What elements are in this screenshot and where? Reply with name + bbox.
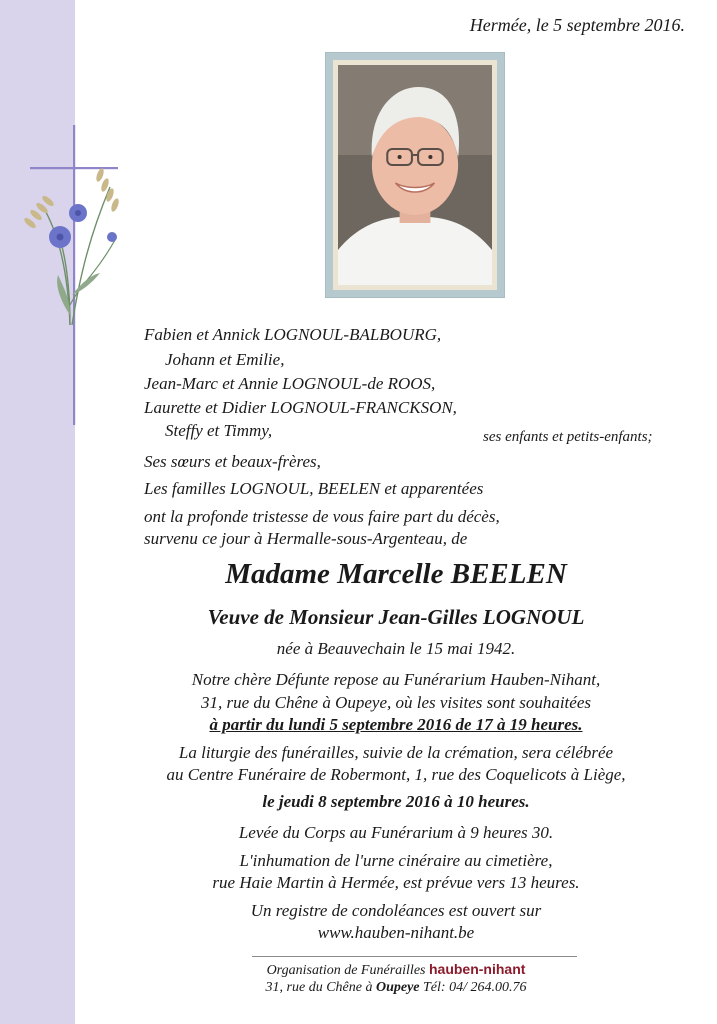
relatives-line: Ses sœurs et beaux-frères, bbox=[144, 452, 321, 471]
footer-phone: Tél: 04/ 264.00.76 bbox=[423, 980, 527, 995]
burial-line: L'inhumation de l'urne cinéraire au cimetière, bbox=[239, 851, 553, 870]
family-line: Johann et Emilie, bbox=[165, 350, 285, 369]
visitation-line: 31, rue du Chêne à Oupeye, où les visites sont souhaitées bbox=[201, 693, 591, 712]
widow-of: Veuve de Monsieur Jean-Gilles LOGNOUL bbox=[207, 605, 585, 629]
family-line: Jean-Marc et Annie LOGNOUL-de ROOS, bbox=[144, 374, 436, 393]
portrait-photo bbox=[338, 65, 492, 285]
cross-with-cornflowers-icon bbox=[20, 125, 130, 430]
visitation-line: Notre chère Défunte repose au Funérarium Hauben-Nihant, bbox=[191, 670, 601, 689]
footer-address bbox=[75, 980, 717, 996]
relatives-line: Les familles LOGNOUL, BEELEN et apparentées bbox=[144, 479, 484, 498]
family-line: Fabien et Annick LOGNOUL-BALBOURG, bbox=[144, 325, 442, 344]
date-line: Hermée, le 5 septembre 2016. bbox=[469, 15, 685, 35]
family-line: Laurette et Didier LOGNOUL-FRANCKSON, bbox=[144, 398, 457, 417]
liturgy-line: La liturgie des funérailles, suivie de la crémation, sera célébrée bbox=[178, 743, 614, 762]
visitation-time: à partir du lundi 5 septembre 2016 de 17 à 19 heures. bbox=[209, 715, 583, 734]
register-line: Un registre de condoléances est ouvert sur bbox=[250, 901, 542, 920]
birth-line: née à Beauvechain le 15 mai 1942. bbox=[276, 639, 516, 658]
footer-org-prefix: Organisation de Funérailles bbox=[266, 963, 426, 978]
liturgy-line: au Centre Funéraire de Robermont, 1, rue des Coquelicots à Liège, bbox=[166, 765, 626, 784]
footer-organisation bbox=[75, 961, 717, 979]
portrait-frame bbox=[325, 52, 505, 298]
burial-line: rue Haie Martin à Hermée, est prévue vers 13 heures. bbox=[212, 873, 580, 892]
footer-divider bbox=[252, 956, 577, 957]
levee-line: Levée du Corps au Funérarium à 9 heures 30. bbox=[238, 823, 554, 842]
brand-logo: hauben-nihant bbox=[428, 961, 526, 977]
relatives-line: ont la profonde tristesse de vous faire part du décès, bbox=[144, 507, 500, 526]
family-line: Steffy et Timmy, bbox=[165, 421, 273, 440]
footer-town: Oupeye bbox=[375, 980, 420, 995]
liturgy-time: le jeudi 8 septembre 2016 à 10 heures. bbox=[262, 792, 530, 811]
deceased-name: Madame Marcelle BEELEN bbox=[225, 558, 567, 590]
register-url[interactable]: www.hauben-nihant.be bbox=[317, 923, 475, 942]
footer-address-prefix: 31, rue du Chêne à bbox=[265, 980, 373, 995]
relatives-line: survenu ce jour à Hermalle-sous-Argenteau, de bbox=[144, 529, 468, 548]
family-role: ses enfants et petits-enfants; bbox=[483, 429, 653, 445]
